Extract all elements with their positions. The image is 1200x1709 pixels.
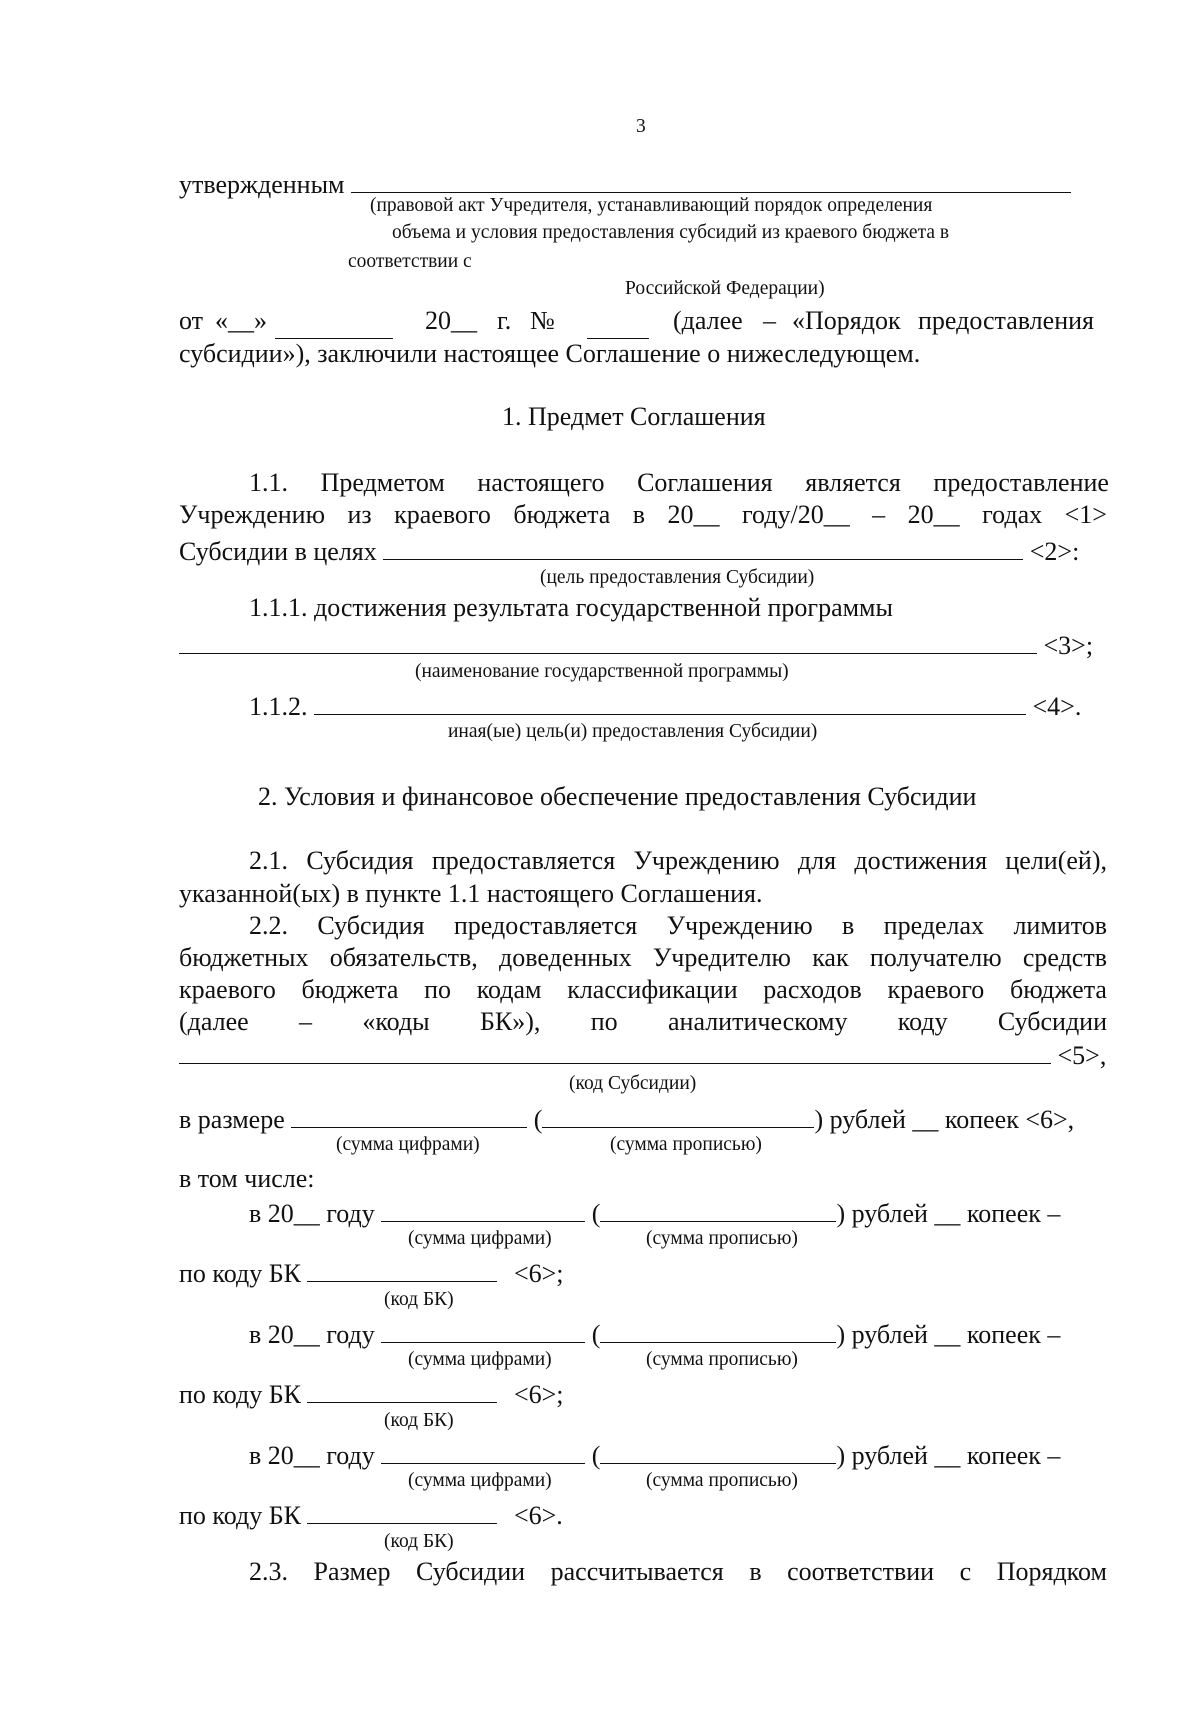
number-blank — [587, 312, 649, 339]
year-1-digits-note: (сумма цифрами) — [408, 1228, 552, 1249]
kbk-3-blank — [307, 1497, 497, 1524]
year-2-words-blank — [600, 1316, 836, 1343]
amount-digits-note: (сумма цифрами) — [336, 1134, 480, 1155]
legal-act-blank — [351, 166, 1071, 193]
p2-1-line-1: 2.1. Субсидия предоставляется Учреждению для достижения цели(ей), — [249, 846, 1107, 875]
kbk-3-note: (код БК) — [384, 1531, 454, 1552]
p2-3-line-1: 2.3. Размер Субсидии рассчитывается в соответствии с Порядком — [249, 1557, 1107, 1586]
kbk-1-note: (код БК) — [384, 1289, 454, 1310]
purpose-blank — [383, 533, 1023, 560]
p1-1-1: 1.1.1. достижения результата государственной программы — [249, 593, 893, 622]
year-3-words-blank — [600, 1437, 836, 1464]
other-purpose-blank — [314, 688, 1026, 715]
subsidy-code-note: (код Субсидии) — [569, 1073, 697, 1094]
p2-1-line-2: указанной(ых) в пункте 1.1 настоящего Соглашения. — [179, 879, 763, 908]
section-2-title: 2. Условия и финансовое обеспечение предоставления Субсидии — [258, 782, 977, 811]
concluded-line: субсидии»), заключили настоящее Соглашение о нижеследующем. — [179, 339, 921, 368]
year-2-words-note: (сумма прописью) — [646, 1349, 798, 1370]
kbk-1-blank — [307, 1255, 497, 1282]
year-1-digits-blank — [381, 1195, 585, 1222]
year-1-words-note: (сумма прописью) — [646, 1228, 798, 1249]
p1-1-line-2: Учреждению из краевого бюджета в 20__ году/20__ – 20__ годах <1> — [179, 500, 1107, 529]
section-1-title: 1. Предмет Соглашения — [502, 402, 766, 431]
year-3-digits-blank — [381, 1437, 585, 1464]
amount-words-note: (сумма прописью) — [610, 1134, 762, 1155]
year-3-line: в 20__ году ( ) рублей __ копеек – — [249, 1437, 1060, 1471]
p1-1-line-3: Субсидии в целях <2>: — [179, 533, 1079, 567]
date-month-blank — [275, 312, 393, 339]
kbk-2-line: по коду БК <6>; — [179, 1376, 564, 1410]
p2-2-line-3: краевого бюджета по кодам классификации расходов краевого бюджета — [179, 975, 1107, 1004]
p2-2-line-4: (далее – «коды БК»), по аналитическому коду Субсидии — [179, 1007, 1107, 1036]
approved-word: утвержденным — [179, 170, 345, 199]
legal-act-note-2: объема и условия предоставления субсидий из краевого бюджета в — [392, 222, 950, 243]
year-1-line: в 20__ году ( ) рублей __ копеек – — [249, 1195, 1060, 1229]
other-purpose-note: иная(ые) цель(и) предоставления Субсидии) — [448, 721, 818, 742]
including-label: в том числе: — [179, 1164, 315, 1193]
legal-act-note-3: соответствии с — [348, 251, 472, 272]
legal-act-note-1: (правовой акт Учредителя, устанавливающий порядок определения — [370, 195, 933, 216]
year-2-digits-blank — [381, 1316, 585, 1343]
p2-2-line-1: 2.2. Субсидия предоставляется Учреждению в пределах лимитов — [249, 911, 1107, 940]
year-1-words-blank — [600, 1195, 836, 1222]
kbk-2-blank — [307, 1376, 497, 1403]
legal-act-note-4: Российской Федерации) — [625, 278, 825, 299]
amount-line: в размере ( ) рублей __ копеек <6>, — [179, 1101, 1074, 1135]
program-blank — [179, 627, 1037, 654]
year-2-line: в 20__ году ( ) рублей __ копеек – — [249, 1316, 1060, 1350]
year-3-words-note: (сумма прописью) — [646, 1470, 798, 1491]
document-page: 3 утвержденным (правовой акт Учредителя, устанавливающий порядок определения объема и условия предоставления субсидий из краевого бюджета в соответствии с Российской Федерации) от «__» 20__ г. № (далее – «Порядок предоставления субсидии»), заключили настоящее Соглашение о нижеследующем. 1. Предмет Соглашения 1.1. Предметом настоящего Соглашения является предоставление Учреждению из краевого бюджета в 20__ году/20__ – 20__ годах <1> Субсидии в целях <2>: (цель предоставления Субсидии) 1.1.1. достижения результата государственной программы <3>; (наименование государственной программы) 1.1.2. <4>. иная(ые) цель(и) предоставления Субсидии) 2. Условия и финансовое обеспечение предоставления Субсидии 2.1. Субсидия предоставляется Учреждению для достижения цели(ей), указанной(ых) в пункте 1.1 настоящего Соглашения. 2.2. Субсидия предоставляется Учреждению в пределах лимитов бюджетных обязательств, доведенных Учредителю как получателю средств краевого бюджета по кодам классификации расходов краевого бюджета (далее – «коды БК»), по аналитическому коду Субсидии <5>, (код Субсидии) в размере ( ) рублей __ копеек <6>, (сумма цифрами) (сумма прописью) в том числе: в 20__ году ( ) рублей __ копеек – (сумма цифрами) (сумма прописью) по коду БК <6>; (код БК) в 20__ году ( ) рублей __ копеек – (сумма цифрами) (сумма прописью) по коду БК <6>; (код БК) в 20__ году ( ) рублей __ копеек – (сумма цифрами) (сумма прописью) по коду БК <6>. (код БК) 2.3. Размер Субсидии рассчитывается в соответствии с Порядком — [179, 116, 1109, 1586]
subsidy-code-blank — [179, 1037, 1051, 1064]
year-3-digits-note: (сумма цифрами) — [408, 1470, 552, 1491]
amount-words-blank — [542, 1101, 814, 1128]
p1-1-1-blank-line: <3>; — [179, 627, 1093, 661]
program-note: (наименование государственной программы) — [415, 661, 789, 682]
kbk-3-line: по коду БК <6>. — [179, 1497, 563, 1531]
page-number: 3 — [636, 116, 646, 137]
p2-2-line-5: <5>, — [179, 1037, 1106, 1071]
amount-digits-blank — [291, 1101, 527, 1128]
kbk-2-note: (код БК) — [384, 1410, 454, 1431]
p2-2-line-2: бюджетных обязательств, доведенных Учредителю как получателю средств — [179, 943, 1107, 972]
p1-1-line-1: 1.1. Предметом настоящего Соглашения является предоставление — [249, 468, 1109, 497]
year-2-digits-note: (сумма цифрами) — [408, 1349, 552, 1370]
purpose-note: (цель предоставления Субсидии) — [540, 567, 815, 588]
kbk-1-line: по коду БК <6>; — [179, 1255, 564, 1289]
p1-1-2: 1.1.2. <4>. — [249, 688, 1081, 722]
